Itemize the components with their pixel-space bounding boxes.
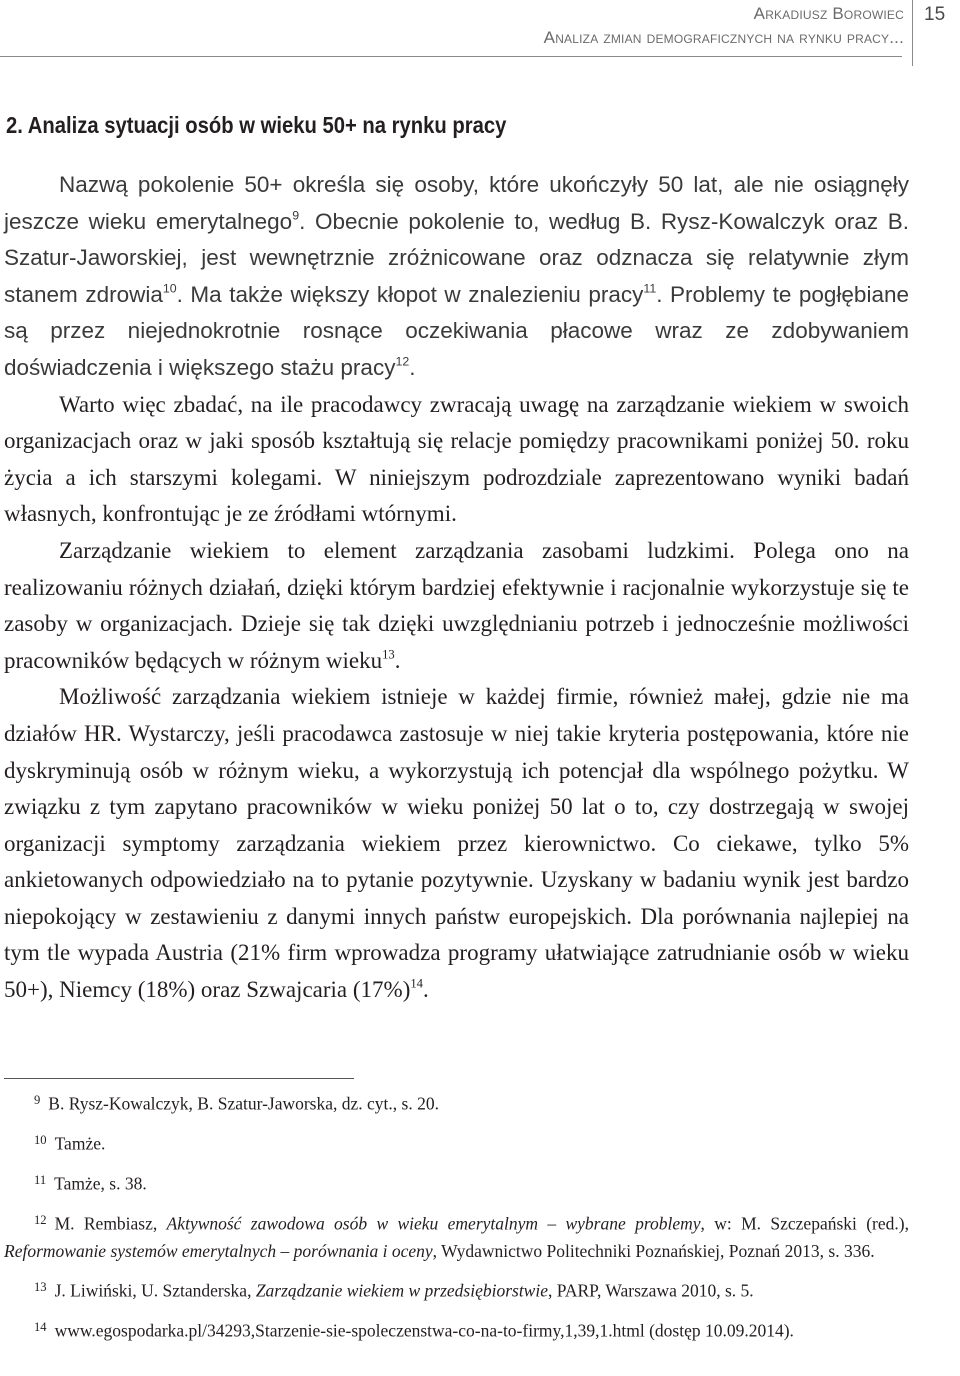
footnote-ref: 10 <box>162 281 177 296</box>
footnote-link: www.egospodarka.pl/34293,Starzenie-sie-spoleczenstwa-co-na-to-firmy,1,39,1.html (dostęp 10.09.2014). <box>54 1320 794 1341</box>
footnote-10: $^{10}$ Tamże. <box>34 1133 106 1154</box>
paragraph-4: Możliwość zarządzania wiekiem istnieje w każdej firmie, również małej, gdzie nie ma działów HR. Wystarczy, jeśli pracodawca zastosuje w niej takie kryteria postępowania, które nie dyskryminują osób w różnym wieku, a wykorzystują ich potencjał dla wspólnego pożytku. W związku z tym zapytano pracowników w wieku poniżej 50 lat o to, czy dostrzegają w swojej organizacji symptomy zarządzania wiekiem przez kierownictwo. Co ciekawe, tylko 5% ankietowanych odpowiedziało na to pytanie pozytywnie. Uzyskany w badaniu wynik jest bardzo niepokojący w zestawieniu z danymi innych państw europejskich. Dla porównania najlepiej na tym tle wypada Austria (21% firm wprowadza programy ułatwiające zatrudnianie osób w wieku 50+), Niemcy (18%) oraz Szwajcaria $(17\%)^{14}$. <box>4 684 909 1003</box>
running-header <box>304 0 904 49</box>
footnote-ref: 9 <box>292 208 300 223</box>
page-number: 15 <box>924 4 946 25</box>
header-author: Arkadiusz Borowiec <box>753 4 904 23</box>
header-rule <box>0 56 902 57</box>
paragraph-2: Warto więc zbadać, na ile pracodawcy zwracają uwagę na zarządzanie wiekiem w swoich organizacjach oraz w jaki sposób kształtują się relacje pomiędzy pracownikami poniżej 50. roku życia a ich starszymi kolegami. W niniejszym podrozdziale zaprezentowano wyniki badań własnych, konfrontując je ze źródłami wtórnymi. <box>4 391 909 527</box>
footnote-rule <box>4 1078 354 1079</box>
footnotes <box>4 1087 909 1354</box>
paragraph-3: Zarządzanie wiekiem to element zarządzania zasobami ludzkimi. Polega ono na realizowaniu różnych działań, dzięki którym bardziej efektywnie i racjonalnie wykorzystuje się te zasoby w organizacjach. Dzieje się tak dzięki uwzględnianiu potrzeb i jednocześnie możliwości pracowników będących w różnym wieku$^{13}$. <box>4 537 909 673</box>
footnote-11: $^{11}$ Tamże, s. 38. <box>34 1173 147 1194</box>
body-text <box>4 167 909 1009</box>
footnote-13: $^{13}$ J. Liwiński, U. Sztanderska, Zarządzanie wiekiem w przedsiębiorstwie, PARP, Warszawa 2010, s. 5. <box>34 1280 754 1301</box>
footnote-9: $^9$ B. Rysz-Kowalczyk, B. Szatur-Jaworska, dz. cyt., s. 20. <box>34 1093 439 1114</box>
footnote-14: $^{14}$ www.egospodarka.pl/34293,Starzenie-sie-spoleczenstwa-co-na-to-firmy,1,39,1.html (dostęp 10.09.2014). <box>34 1320 794 1341</box>
paragraph-1: Nazwą pokolenie 50+ określa się osoby, które ukończyły 50 lat, ale nie osiągnęły jeszcze wieku emerytalnego$^9$. Obecnie pokolenie to, według B. Rysz-Kowalczyk oraz B. Szatur-Jaworskiej, jest wewnętrznie zróżnicowane oraz odznacza się relatywnie złym stanem zdrowia$^{10}$. Ma także większy kłopot w znalezieniu pracy$^{11}$. Problemy te pogłębiane są przez niejednokrotnie rosnące oczekiwania płacowe wraz ze zdobywaniem doświadczenia i większego stażu pracy$^{12}$. <box>4 172 909 380</box>
footnote-ref: 14 <box>410 976 423 991</box>
header-vertical-rule <box>912 0 913 66</box>
footnote-12: $^{12}$ M. Rembiasz, Aktywność zawodowa osób w wieku emerytalnym – wybrane problemy, w: M. Szczepański (red.), Reformowanie systemów emerytalnych – porównania i oceny, Wydawnictwo Politechniki Poznańskiej, Poznań 2013, s. 336. <box>4 1213 909 1261</box>
footnote-ref: 12 <box>395 354 410 369</box>
header-title: Analiza zmian demograficznych na rynku pracy... <box>543 28 904 47</box>
section-title: 2. Analiza sytuacji osób w wieku 50+ na rynku pracy <box>6 112 507 138</box>
footnote-ref: 11 <box>643 281 657 296</box>
footnote-ref: 13 <box>382 647 395 662</box>
